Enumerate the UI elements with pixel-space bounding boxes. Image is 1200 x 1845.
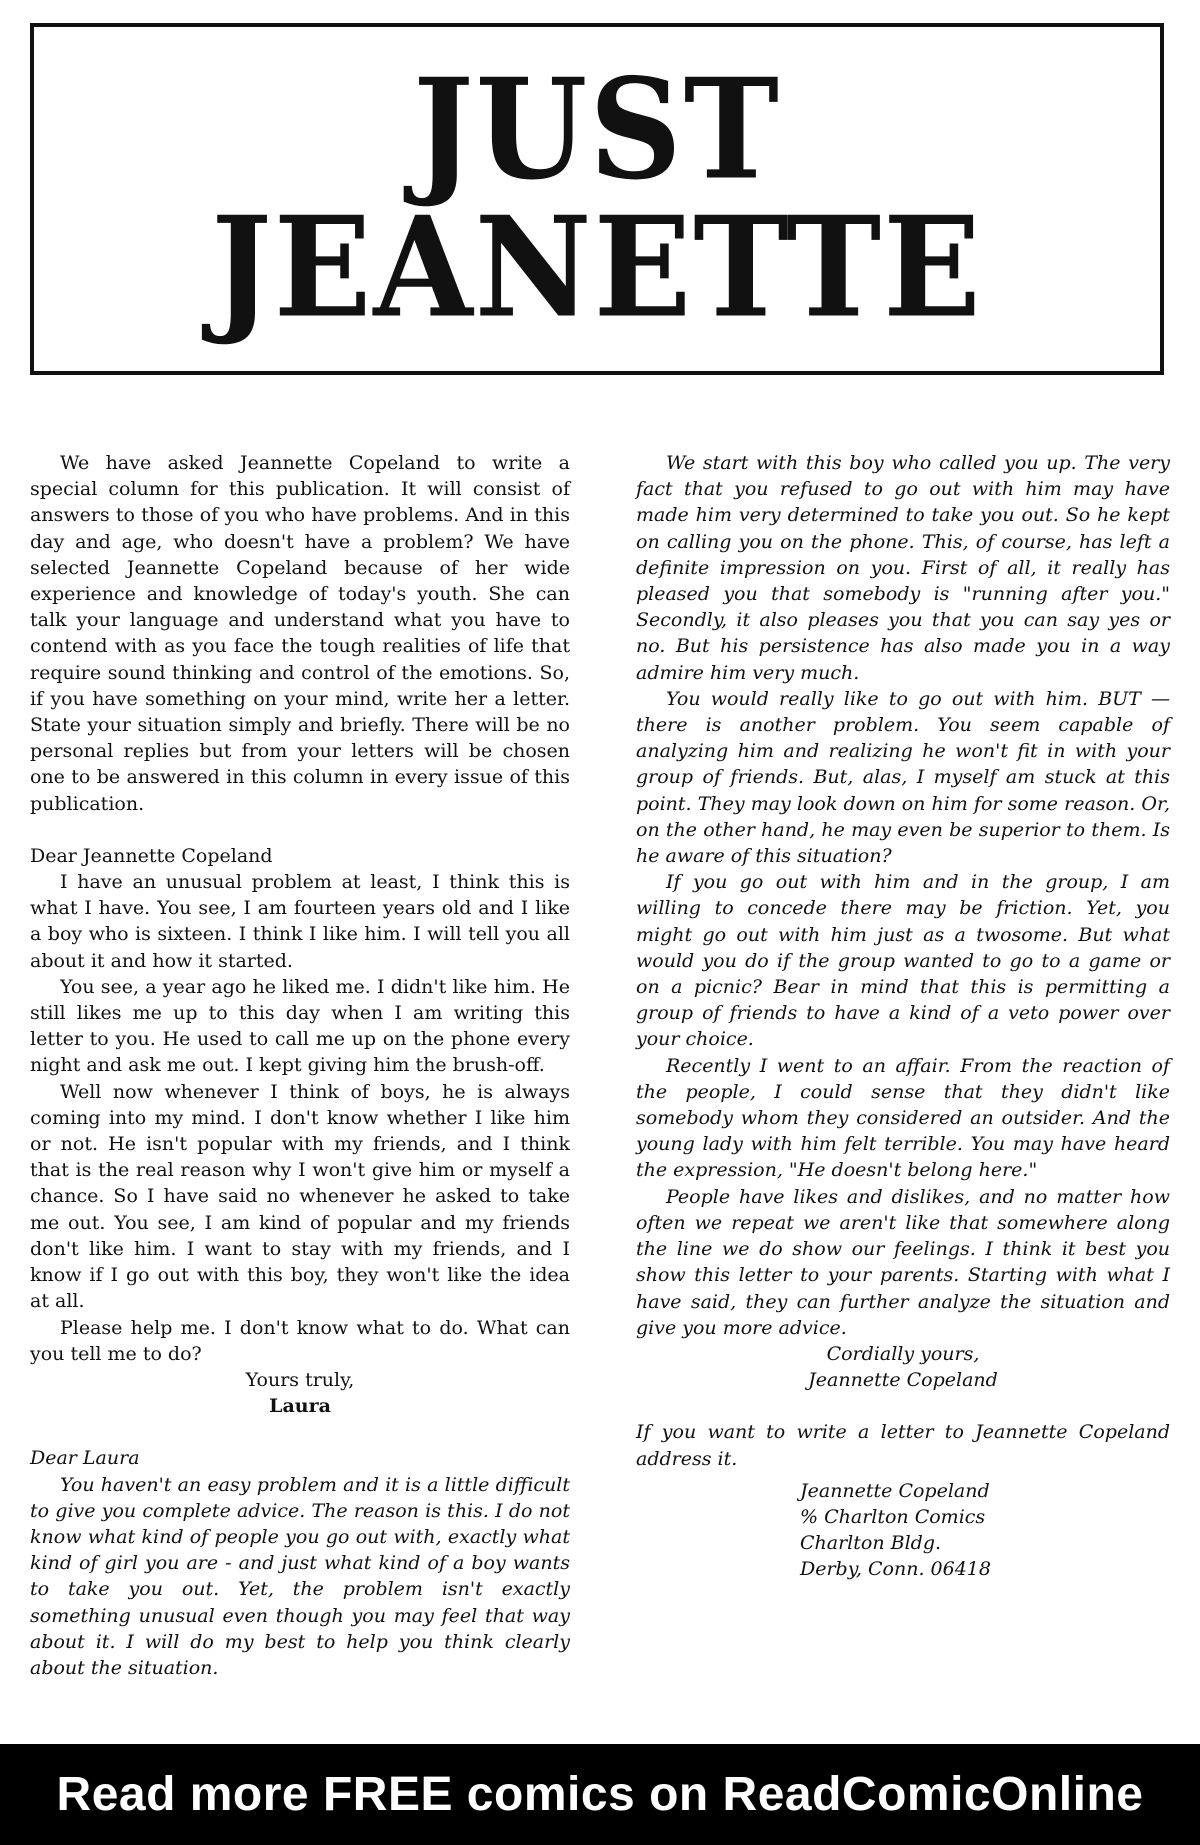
reply-paragraph: If you go out with him and in the group, I am willing to concede there may be friction. Yet, you might go out with him just as a twosome. But what would you do if the group wanted to go to a game or on a picnic? Bear in mind that this is permitting a group of friends to have a kind of a veto power over your choice. [636,871,1170,1051]
letter-closing: Yours truly, [245,1368,355,1391]
title-line-2: JEANETTE [211,187,983,349]
contact-note: If you want to write a letter to Jeannette Copeland address it. [636,1421,1170,1470]
intro-paragraph: We have asked Jeannette Copeland to write a special column for this publication. It will consist of answers to those of you who have problems. And in this day and age, who doesn't have a problem? We have selected Jeannette Copeland because of her wide experience and knowledge of today's youth. She can talk your language and understand what you have to contend with as you face the tough realities of life that require sound thinking and control of the emotions. So, if you have something on your mind, write her a letter. State your situation simply and briefly. There will be no personal replies but from your letters will be chosen one to be answered in this column in every issue of this publication. [30,452,570,815]
address-line: Derby, Conn. 06418 [800,1558,991,1581]
reply-salutation: Dear Laura [30,1447,140,1470]
title-box [30,23,1164,375]
reply-paragraph: You would really like to go out with him. BUT — there is another problem. You seem capable of analyzing him and realizing he won't fit in with your group of friends. But, alas, I myself am stuck at this point. They may look down on him for some reason. Or, on the other hand, he may even be superior to them. Is he aware of this situation? [636,687,1170,868]
promo-text[interactable]: Read more FREE comics on ReadComicOnline [56,1768,1144,1821]
left-column [30,450,570,1681]
address-line: Charlton Bldg. [800,1532,942,1555]
reply-paragraph: You haven't an easy problem and it is a little difficult to give you complete advice. The reason is this. I do not know what kind of people you go out with, exactly what kind of girl you are - and just what kind of a boy wants to take you out. Yet, the problem isn't exactly something unusual even though you may feel that way about it. I will do my best to help you think clearly about the situation. [30,1473,570,1679]
promo-banner[interactable] [0,1744,1200,1845]
letter-salutation: Dear Jeannette Copeland [30,844,273,867]
title-line-1: JUST [413,48,781,211]
reply-paragraph: Recently I went to an affair. From the reaction of the people, I could sense that they didn't like somebody whom they considered an outsider. And the young lady with him felt terrible. You may have heard the expression, "He doesn't belong here." [636,1054,1170,1182]
letter-signature: Laura [269,1395,331,1418]
letter-paragraph: I have an unusual problem at least, I think this is what I have. You see, I am fourteen years old and I like a boy who is sixteen. I think I like him. I will tell you all about it and how it started. [30,871,570,972]
reply-signature: Jeannette Copeland [808,1369,998,1392]
reply-paragraph: People have likes and dislikes, and no matter how often we repeat we aren't like that somewhere along the line we do show our feelings. I think it best you show this letter to your parents. Starting with what I have said, they can further analyze the situation and give you more advice. [636,1185,1170,1339]
address-line: Jeannette Copeland [800,1479,990,1502]
right-column [636,450,1170,1583]
reply-paragraph: We start with this boy who called you up. The very fact that you refused to go out with him may have made him very determined to take you out. So he kept on calling you on the phone. This, of course, has left a definite impression on you. First of all, it really has pleased you that somebody is "running after you." Secondly, it also pleases you that you can say yes or no. But his persistence has also made you in a way admire him very much. [636,452,1170,684]
reply-closing: Cordially yours, [826,1342,980,1365]
letter-paragraph: Please help me. I don't know what to do. What can you tell me to do? [30,1316,570,1365]
letter-paragraph: You see, a year ago he liked me. I didn't like him. He still likes me up to this day when I am writing this letter to you. He used to call me up on the phone every night and ask me out. I kept giving him the brush-off. [30,975,570,1077]
letter-paragraph: Well now whenever I think of boys, he is always coming into my mind. I don't know whether I like him or not. He isn't popular with my friends, and I think that is the real reason why I won't give him or myself a chance. So I have said no whenever he asked to take me out. You see, I am kind of popular and my friends don't like him. I want to stay with my friends, and I know if I go out with this boy, they won't like the idea at all. [30,1080,570,1313]
address-line: % Charlton Comics [800,1505,986,1528]
mailing-address [800,1478,1170,1583]
